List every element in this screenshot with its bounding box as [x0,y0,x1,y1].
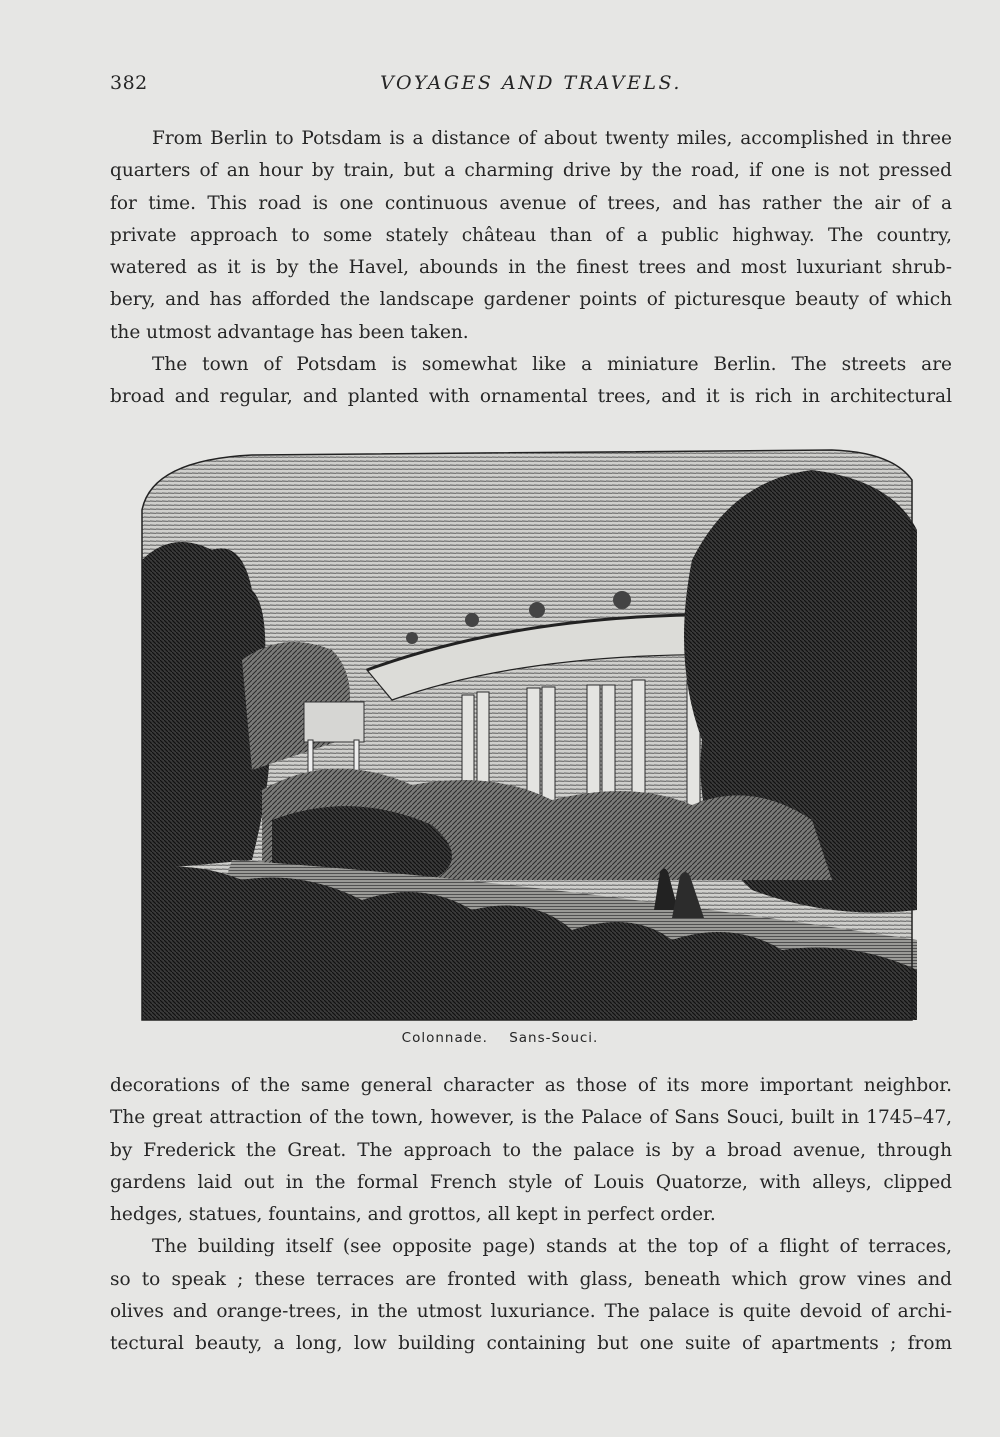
colonnade-engraving [132,440,922,1025]
text-line: decorations of the same general character as those of its more important neighbor. [110,1075,952,1096]
paragraph-building [110,1231,952,1360]
page-header [110,72,952,102]
text-line: The building itself (see opposite page) stands at the top of a flight of terraces, [152,1236,952,1258]
text-line: by Frederick the Great. The approach to the palace is by a broad avenue, through [110,1139,952,1161]
text-line: hedges, statues, fountains, and grottos, all kept in perfect order. [110,1204,716,1226]
text-line: broad and regular, and planted with ornamental trees, and it is rich in architectural [110,386,952,408]
text-line: The town of Potsdam is somewhat like a miniature Berlin. The streets are [152,354,952,376]
text-line: olives and orange-trees, in the utmost luxuriance. The palace is quite devoid of archi- [110,1301,952,1323]
text-line: gardens laid out in the formal French style of Louis Quatorze, with alleys, clipped [110,1171,952,1193]
paragraph-town-potsdam [110,349,952,414]
text-line: private approach to some stately château than of a public highway. The country, [110,224,952,246]
text-line: tectural beauty, a long, low building containing but one suite of apartments ; from [110,1333,952,1355]
text-line: watered as it is by the Havel, abounds in the finest trees and most luxuriant shrub- [110,257,952,279]
text-line: From Berlin to Potsdam is a distance of about twenty miles, accomplished in three [152,128,952,149]
top-text-block [110,123,952,414]
caption-sans-souci: Sans-Souci. [509,1030,599,1046]
bottom-text-block [110,1070,952,1361]
page-number: 382 [110,72,148,94]
text-line: bery, and has afforded the landscape gardener points of picturesque beauty of which [110,289,952,311]
text-line: for time. This road is one continuous avenue of trees, and has rather the air of a [110,192,952,214]
paragraph-sans-souci [110,1070,952,1231]
figure-caption [0,1030,1000,1046]
paragraph-berlin-potsdam [110,123,952,349]
text-line: quarters of an hour by train, but a charming drive by the road, if one is not pressed [110,160,952,182]
text-line: the utmost advantage has been taken. [110,321,469,343]
caption-colonnade: Colonnade. [401,1030,488,1046]
running-title: VOYAGES AND TRAVELS. [380,72,682,94]
text-line: The great attraction of the town, however, is the Palace of Sans Souci, built in 1745–47, [110,1107,952,1129]
text-line: so to speak ; these terraces are fronted with glass, beneath which grow vines and [110,1268,952,1290]
